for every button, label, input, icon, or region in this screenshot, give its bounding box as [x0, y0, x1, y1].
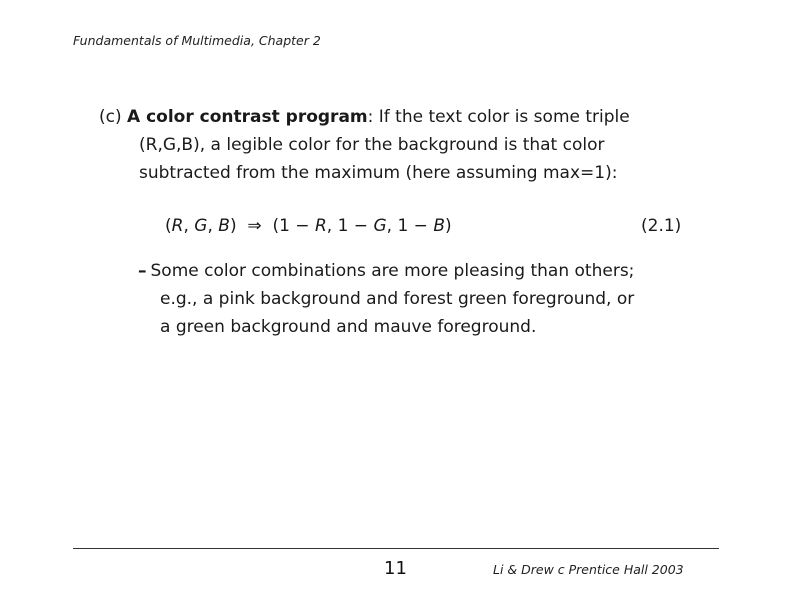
implies-arrow-icon: ⇒ [247, 216, 262, 236]
footer-divider [73, 548, 719, 549]
dash-bullet-icon: – [138, 261, 147, 281]
bullet-line-3: a green background and mauve foreground. [160, 317, 537, 337]
eq-lhs-sep2: , [207, 216, 219, 236]
eq-lhs-sep1: , [183, 216, 195, 236]
paragraph-line-1-rest: : If the text color is some triple [367, 107, 630, 127]
bullet-line-1 [138, 257, 698, 285]
paragraph-line-1 [99, 103, 659, 131]
footer-credit: Li & Drew c Prentice Hall 2003 [493, 562, 684, 577]
paragraph-line-3: subtracted from the maximum (here assuming max=1): [139, 163, 618, 183]
eq-lhs-g: G [194, 216, 208, 236]
color-contrast-paragraph [99, 103, 659, 187]
eq-rhs-g: G [373, 216, 387, 236]
paragraph-line-2: (R,G,B), a legible color for the background is that color [139, 135, 605, 155]
eq-rhs-b: B [433, 216, 445, 236]
eq-rhs-r: R [314, 216, 327, 236]
bullet-line-1-text: Some color combinations are more pleasing than others; [150, 261, 635, 281]
eq-lhs-close: ) [229, 216, 237, 236]
paragraph-bold-term: A color contrast program [127, 107, 368, 127]
bullet-line-2: e.g., a pink background and forest green foreground, or [160, 289, 635, 309]
eq-rhs-part-4: ) [445, 216, 452, 236]
color-combination-bullet [138, 257, 698, 341]
equation-number: (2.1) [641, 216, 682, 236]
eq-rhs-part-2: , 1 − [326, 216, 374, 236]
page-number: 11 [384, 558, 407, 579]
equation [165, 216, 452, 236]
eq-lhs-open: ( [165, 216, 172, 236]
eq-lhs-b: B [218, 216, 230, 236]
running-header: Fundamentals of Multimedia, Chapter 2 [73, 33, 321, 48]
eq-rhs-part-3: , 1 − [386, 216, 434, 236]
paragraph-label: (c) [99, 107, 128, 127]
eq-lhs-r: R [171, 216, 184, 236]
eq-rhs-part-1: (1 − [272, 216, 315, 236]
